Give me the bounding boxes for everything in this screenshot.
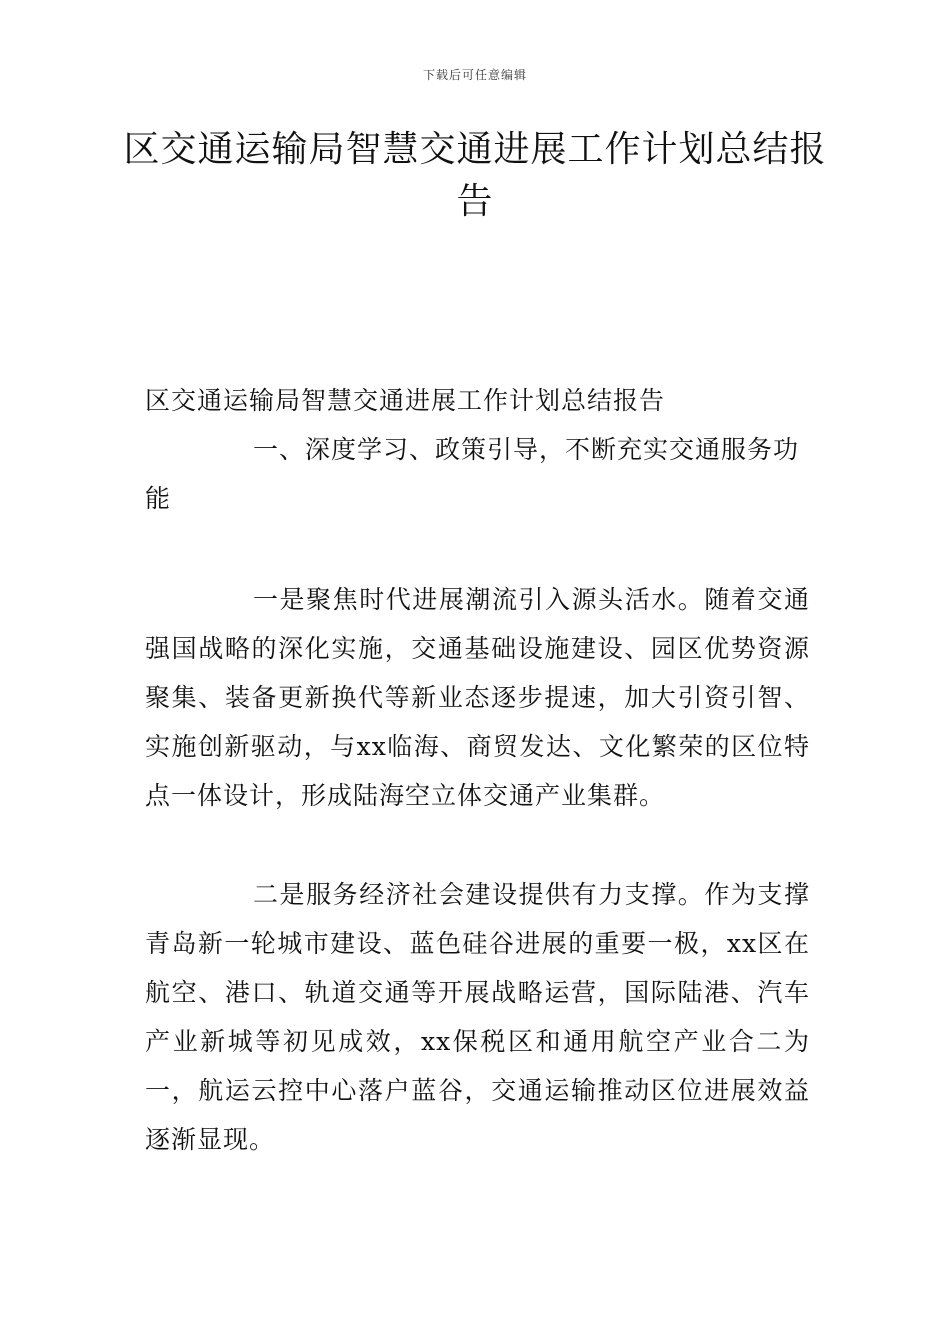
paragraph-2 [145, 870, 810, 1164]
paragraph-1 [145, 575, 810, 820]
section-heading [145, 425, 810, 523]
section-heading-text: 一、深度学习、政策引导，不断充实交通服务功能 [145, 435, 800, 513]
header-note: 下载后可任意编辑 [422, 68, 527, 82]
paragraph-2-text: 二是服务经济社会建设提供有力支撑。作为支撑青岛新一轮城市建设、蓝色硅谷进展的重要一极，xx区在航空、港口、轨道交通等开展战略运营，国际陆港、汽车产业新城等初见成效，xx保税区和通用航空产业合二为一，航运云控中心落户蓝谷，交通运输推动区位进展效益逐渐显现。 [145, 880, 810, 1154]
document-subtitle [145, 376, 810, 425]
subtitle-text: 区交通运输局智慧交通进展工作计划总结报告 [145, 386, 666, 415]
document-title: 区交通运输局智慧交通进展工作计划总结报告 [123, 129, 827, 222]
paragraph-1-text: 一是聚焦时代进展潮流引入源头活水。随着交通强国战略的深化实施，交通基础设施建设、园区优势资源聚集、装备更新换代等新业态逐步提速，加大引资引智、实施创新驱动，与xx临海、商贸发达、文化繁荣的区位特点一体设计，形成陆海空立体交通产业集群。 [145, 585, 810, 810]
